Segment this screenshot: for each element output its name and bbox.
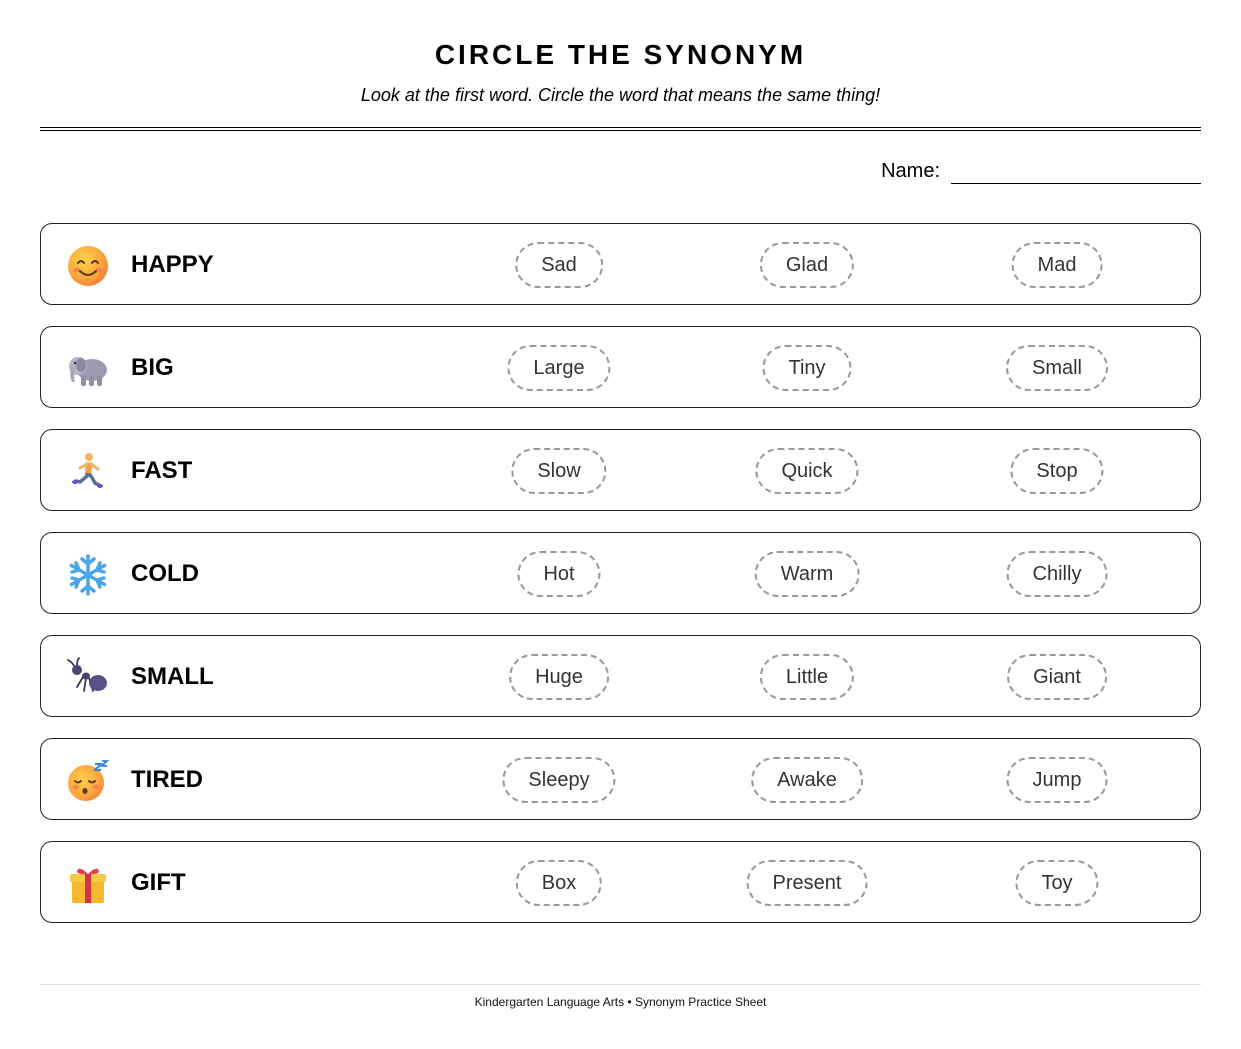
choice-option[interactable]: Glad — [760, 242, 854, 288]
sleeping-face-icon — [67, 760, 109, 802]
choice-option[interactable]: Large — [507, 345, 610, 391]
choice-option[interactable]: Warm — [755, 551, 860, 597]
question-row-cold — [40, 532, 1201, 614]
page-footer: Kindergarten Language Arts • Synonym Practice Sheet — [40, 984, 1201, 1009]
target-word: GIFT — [131, 869, 186, 896]
elephant-icon — [67, 348, 109, 390]
instructions: Look at the first word. Circle the word that means the same thing! — [360, 85, 881, 105]
runner-icon — [67, 451, 109, 493]
choice-option[interactable]: Awake — [751, 757, 863, 803]
name-label: Name: — [881, 160, 940, 182]
question-row-happy — [40, 223, 1201, 305]
name-input-line[interactable] — [951, 183, 1201, 184]
choice-option[interactable]: Quick — [755, 448, 858, 494]
name-field — [40, 148, 1201, 203]
smiling-face-icon — [67, 245, 109, 287]
header-divider — [40, 127, 1201, 131]
ant-icon — [67, 657, 109, 699]
choice-option[interactable]: Present — [747, 860, 868, 906]
target-word: SMALL — [131, 663, 214, 690]
choice-option[interactable]: Tiny — [762, 345, 851, 391]
choice-option[interactable]: Little — [760, 654, 854, 700]
choice-option[interactable]: Hot — [517, 551, 600, 597]
choice-option[interactable]: Giant — [1007, 654, 1107, 700]
choice-option[interactable]: Chilly — [1007, 551, 1108, 597]
question-list — [40, 223, 1201, 923]
page-title: CIRCLE THE SYNONYM — [434, 39, 807, 70]
target-word: COLD — [131, 560, 199, 587]
question-row-fast — [40, 429, 1201, 511]
target-word: TIRED — [131, 766, 203, 793]
choice-option[interactable]: Sad — [515, 242, 603, 288]
choice-option[interactable]: Small — [1006, 345, 1108, 391]
gift-icon — [67, 863, 109, 905]
choice-option[interactable]: Sleepy — [502, 757, 615, 803]
worksheet — [40, 0, 1201, 944]
choice-option[interactable]: Stop — [1010, 448, 1103, 494]
question-row-small — [40, 635, 1201, 717]
target-word: FAST — [131, 457, 193, 484]
snowflake-icon — [67, 554, 109, 596]
target-word: BIG — [131, 354, 174, 381]
worksheet-header — [40, 0, 1201, 106]
choice-option[interactable]: Jump — [1007, 757, 1108, 803]
choice-option[interactable]: Slow — [511, 448, 606, 494]
question-row-tired — [40, 738, 1201, 820]
question-row-gift — [40, 841, 1201, 923]
choice-option[interactable]: Huge — [509, 654, 609, 700]
choice-option[interactable]: Mad — [1012, 242, 1103, 288]
question-row-big — [40, 326, 1201, 408]
choice-option[interactable]: Box — [516, 860, 602, 906]
target-word: HAPPY — [131, 251, 214, 278]
choice-option[interactable]: Toy — [1015, 860, 1098, 906]
